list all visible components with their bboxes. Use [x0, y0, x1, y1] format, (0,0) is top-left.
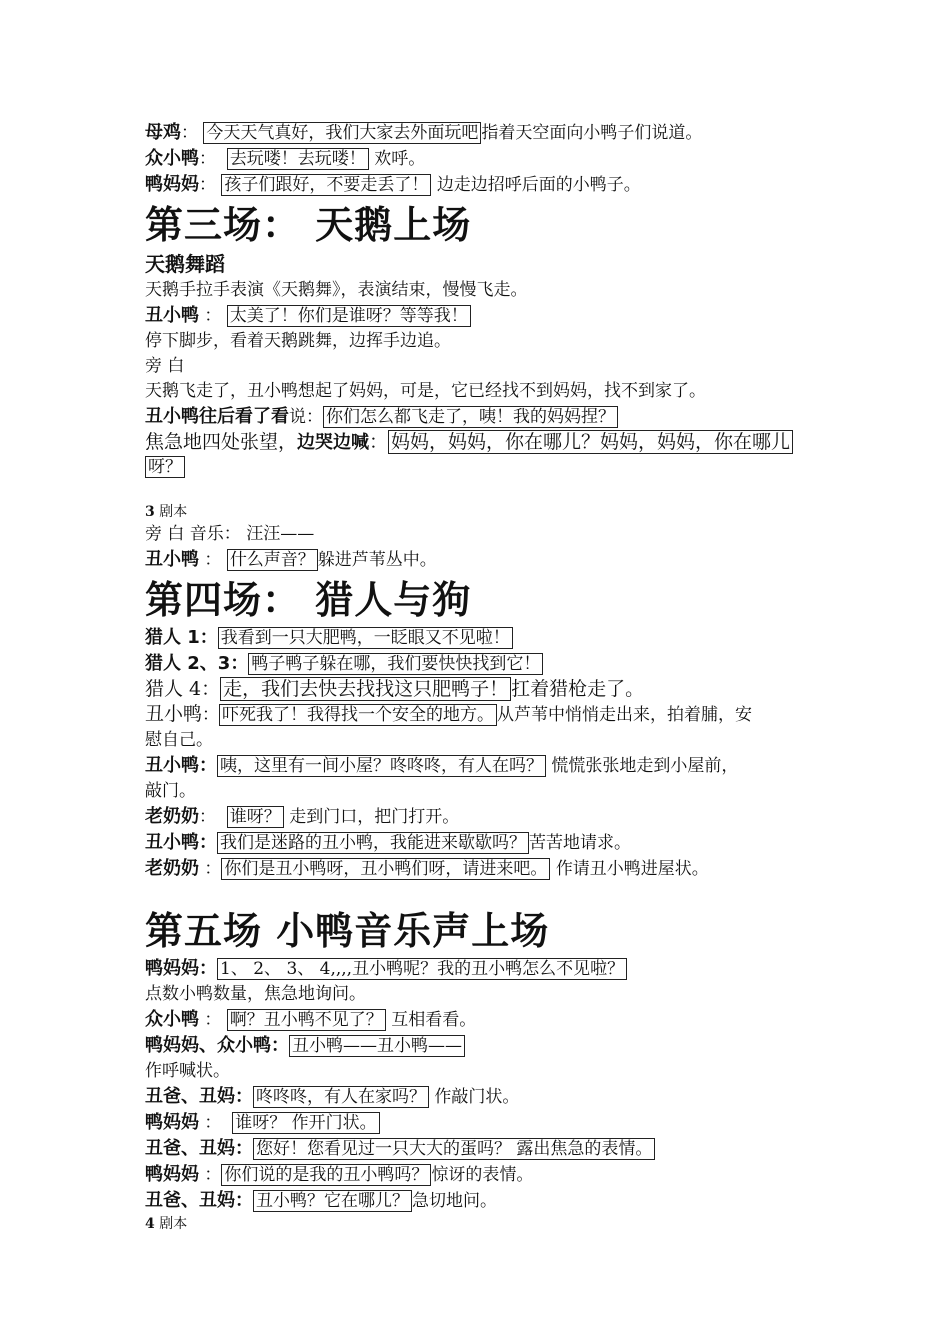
stage-direction: 欢呼。	[374, 149, 426, 169]
scene-subtitle: 天鹅舞蹈	[145, 252, 225, 276]
stage-direction: 作请丑小鸭进屋状。	[555, 859, 709, 879]
speaker-name: 丑爸、丑妈	[145, 1086, 235, 1107]
dialogue-line: 众小鸭 ： 啊？丑小鸭不见了？ 互相看看。	[145, 1009, 477, 1030]
stage-direction: 惊讶的表情。	[431, 1165, 534, 1185]
dialogue-box: 啊？丑小鸭不见了？	[227, 1009, 386, 1031]
stage-direction: 躲进芦苇丛中。	[317, 550, 437, 570]
speaker-name: 丑小鸭往后看了看	[145, 406, 289, 427]
dialogue-line: 丑小鸭： 吓死我了！我得找一个安全的地方。 从芦苇中悄悄走出来，拍着脯，安	[145, 703, 753, 725]
dialogue-line: 猎人 4： 走，我们去快去找找这只肥鸭子！ 扛着猎枪走了。	[145, 678, 645, 700]
speaker-name: 众小鸭	[145, 148, 199, 169]
dialogue-line: 丑小鸭 ： 太美了！你们是谁呀？等等我！	[145, 303, 815, 329]
speaker-name: 边哭边喊	[297, 432, 370, 453]
dialogue-box: 我们是迷路的丑小鸭，我能进来歇歇吗？	[217, 832, 529, 854]
dialogue-box: 我看到一只大肥鸭，一眨眼又不见啦！	[218, 627, 513, 649]
dialogue-box: 您好！您看见过一只大大的蛋吗？ 露出焦急的表情。	[253, 1138, 655, 1160]
dialogue-continuation	[145, 455, 815, 480]
stage-direction: 边走边招呼后面的小鸭子。	[436, 175, 641, 195]
speaker-name: 猎人 2、3	[145, 653, 231, 674]
dialogue-line: 猎人 1： 我看到一只大肥鸭，一眨眼又不见啦！	[145, 625, 815, 651]
dialogue-line: 鸭妈妈： 孩子们跟好，不要走丢了！ 边走边招呼后面的小鸭子。	[145, 174, 641, 195]
stage-direction: 焦急地四处张望，	[145, 431, 298, 453]
speaker-name: 鸭妈妈、众小鸭	[145, 1035, 271, 1056]
speaker-name: 猎人 1	[145, 627, 200, 648]
stage-direction-continuation: 敲门。	[145, 781, 196, 801]
dialogue-box: 1、 2、 3、 4,,,,丑小鸭呢？我的丑小鸭怎么不见啦？	[217, 958, 627, 980]
dialogue-line: 鸭妈妈： 1、 2、 3、 4,,,,丑小鸭呢？我的丑小鸭怎么不见啦？	[145, 956, 815, 982]
page-footer: 3 剧本	[145, 504, 188, 520]
scene-title: 第五场 小鸭音乐声上场	[145, 909, 550, 953]
stage-direction: 走到门口，把门打开。	[289, 807, 460, 827]
stage-direction: 指着天空面向小鸭子们说道。	[481, 123, 703, 143]
scene-title: 第三场： 天鹅上场	[145, 203, 472, 247]
dialogue-line: 丑小鸭： 咦，这里有一间小屋？咚咚咚，有人在吗？ 慌慌张张地走到小屋前，	[145, 755, 739, 776]
speaker-name: 鸭妈妈	[145, 958, 199, 979]
dialogue-line: 鸭妈妈 ： 你们说的是我的丑小鸭吗？ 惊讶的表情。	[145, 1164, 534, 1185]
dialogue-line: 猎人 2、3： 鸭子鸭子躲在哪，我们要快快找到它！	[145, 651, 815, 677]
stage-direction: 急切地问。	[412, 1191, 497, 1211]
stage-direction: 扛着猎枪走了。	[511, 678, 645, 700]
dialogue-box: 走，我们去快去找找这只肥鸭子！	[220, 677, 511, 701]
dialogue-box: 你们怎么都飞走了，咦！我的妈妈捏？	[323, 406, 618, 428]
dialogue-line: 鸭妈妈、众小鸭： 丑小鸭——丑小鸭——	[145, 1033, 815, 1059]
speaker-name: 众小鸭	[145, 1009, 199, 1030]
stage-direction: 互相看看。	[391, 1010, 477, 1030]
speaker-name: 丑爸、丑妈	[145, 1138, 235, 1159]
speaker-name: 猎人 4	[145, 678, 202, 700]
dialogue-line: 老奶奶 ： 你们是丑小鸭呀，丑小鸭们呀，请进来吧。 作请丑小鸭进屋状。	[145, 858, 709, 879]
dialogue-box: 太美了！你们是谁呀？等等我！	[227, 305, 471, 327]
dialogue-box: 谁呀？ 作开门状。	[232, 1112, 379, 1134]
dialogue-box: 丑小鸭？它在哪儿？	[253, 1190, 412, 1212]
stage-description: 作呼喊状。	[145, 1061, 230, 1081]
speaker-name: 丑爸、丑妈	[145, 1190, 235, 1211]
dialogue-box: 妈妈，妈妈，你在哪儿？妈妈，妈妈，你在哪儿	[388, 430, 793, 454]
script-page	[145, 120, 815, 1234]
speaker-name: 老奶奶	[145, 806, 199, 827]
dialogue-box: 谁呀？	[227, 806, 284, 828]
speaker-name: 丑小鸭	[145, 703, 203, 725]
dialogue-line: 丑小鸭： 我们是迷路的丑小鸭，我能进来歇歇吗？ 苦苦地请求。	[145, 832, 631, 853]
stage-direction: 苦苦地请求。	[529, 833, 631, 853]
dialogue-line: 丑爸、丑妈： 丑小鸭？它在哪儿？ 急切地问。	[145, 1190, 497, 1211]
dialogue-line: 鸭妈妈 ： 谁呀？ 作开门状。	[145, 1110, 815, 1136]
stage-direction: 作敲门状。	[434, 1087, 520, 1107]
speaker-name: 丑小鸭	[145, 549, 199, 570]
stage-direction: 慌慌张张地走到小屋前，	[546, 756, 739, 776]
speaker-name: 母鸡	[145, 122, 181, 143]
dialogue-box: 孩子们跟好，不要走丢了！	[221, 174, 431, 196]
dialogue-box: 吓死我了！我得找一个安全的地方。	[219, 704, 497, 726]
page-footer: 4 剧本	[145, 1216, 188, 1232]
speaker-name: 丑小鸭	[145, 755, 199, 776]
dialogue-line: 众小鸭： 去玩喽！去玩喽！ 欢呼。	[145, 148, 426, 169]
dialogue-box: 咦，这里有一间小屋？咚咚咚，有人在吗？	[217, 755, 546, 777]
stage-description: 停下脚步，看着天鹅跳舞，边挥手边追。	[145, 331, 451, 351]
dialogue-line: 丑爸、丑妈： 咚咚咚，有人在家吗？ 作敲门状。	[145, 1086, 520, 1107]
stage-description: 点数小鸭数量，焦急地询问。	[145, 984, 366, 1004]
dialogue-box: 今天天气真好，我们大家去外面玩吧	[203, 122, 481, 144]
page-number: 4	[145, 1216, 155, 1232]
dialogue-line: 焦急地四处张望，边哭边喊： 妈妈，妈妈，你在哪儿？妈妈，妈妈，你在哪儿	[145, 430, 815, 455]
dialogue-box: 鸭子鸭子躲在哪，我们要快快找到它！	[248, 653, 543, 675]
scene-title: 第四场： 猎人与狗	[145, 578, 472, 622]
dialogue-line: 丑爸、丑妈： 您好！您看见过一只大大的蛋吗？ 露出焦急的表情。	[145, 1136, 815, 1162]
speaker-name: 老奶奶	[145, 858, 199, 879]
speaker-name: 丑小鸭	[145, 305, 199, 326]
narrator-label: 旁 白	[145, 356, 185, 376]
narration-text: 旁 白 音乐： 汪汪——	[145, 524, 315, 544]
stage-direction: 从芦苇中悄悄走出来，拍着脯，安	[497, 705, 753, 725]
dialogue-line: 母鸡： 今天天气真好，我们大家去外面玩吧 指着天空面向小鸭子们说道。	[145, 122, 703, 143]
dialogue-box: 呀？	[145, 456, 185, 478]
dialogue-box: 咚咚咚，有人在家吗？	[253, 1086, 429, 1108]
stage-direction-continuation: 慰自己。	[145, 730, 213, 750]
speaker-name: 丑小鸭	[145, 832, 199, 853]
narration-text: 天鹅飞走了，丑小鸭想起了妈妈，可是，它已经找不到妈妈，找不到家了。	[145, 381, 706, 401]
dialogue-box: 你们说的是我的丑小鸭吗？	[221, 1164, 431, 1186]
dialogue-line: 丑小鸭 ： 什么声音？ 躲进芦苇丛中。	[145, 549, 437, 570]
dialogue-box: 什么声音？	[227, 549, 318, 571]
speaker-name: 鸭妈妈	[145, 1164, 199, 1185]
dialogue-line: 老奶奶： 谁呀？ 走到门口，把门打开。	[145, 806, 460, 827]
dialogue-box: 丑小鸭——丑小鸭——	[289, 1035, 465, 1057]
page-number: 3	[145, 504, 155, 520]
dialogue-box: 去玩喽！去玩喽！	[227, 148, 369, 170]
dialogue-box: 你们是丑小鸭呀，丑小鸭们呀，请进来吧。	[221, 858, 550, 880]
dialogue-line: 丑小鸭往后看了看说： 你们怎么都飞走了，咦！我的妈妈捏？	[145, 404, 815, 430]
speaker-name: 鸭妈妈	[145, 1112, 199, 1133]
stage-description: 天鹅手拉手表演《天鹅舞》，表演结束，慢慢飞走。	[145, 280, 528, 300]
speaker-name: 鸭妈妈	[145, 174, 199, 195]
